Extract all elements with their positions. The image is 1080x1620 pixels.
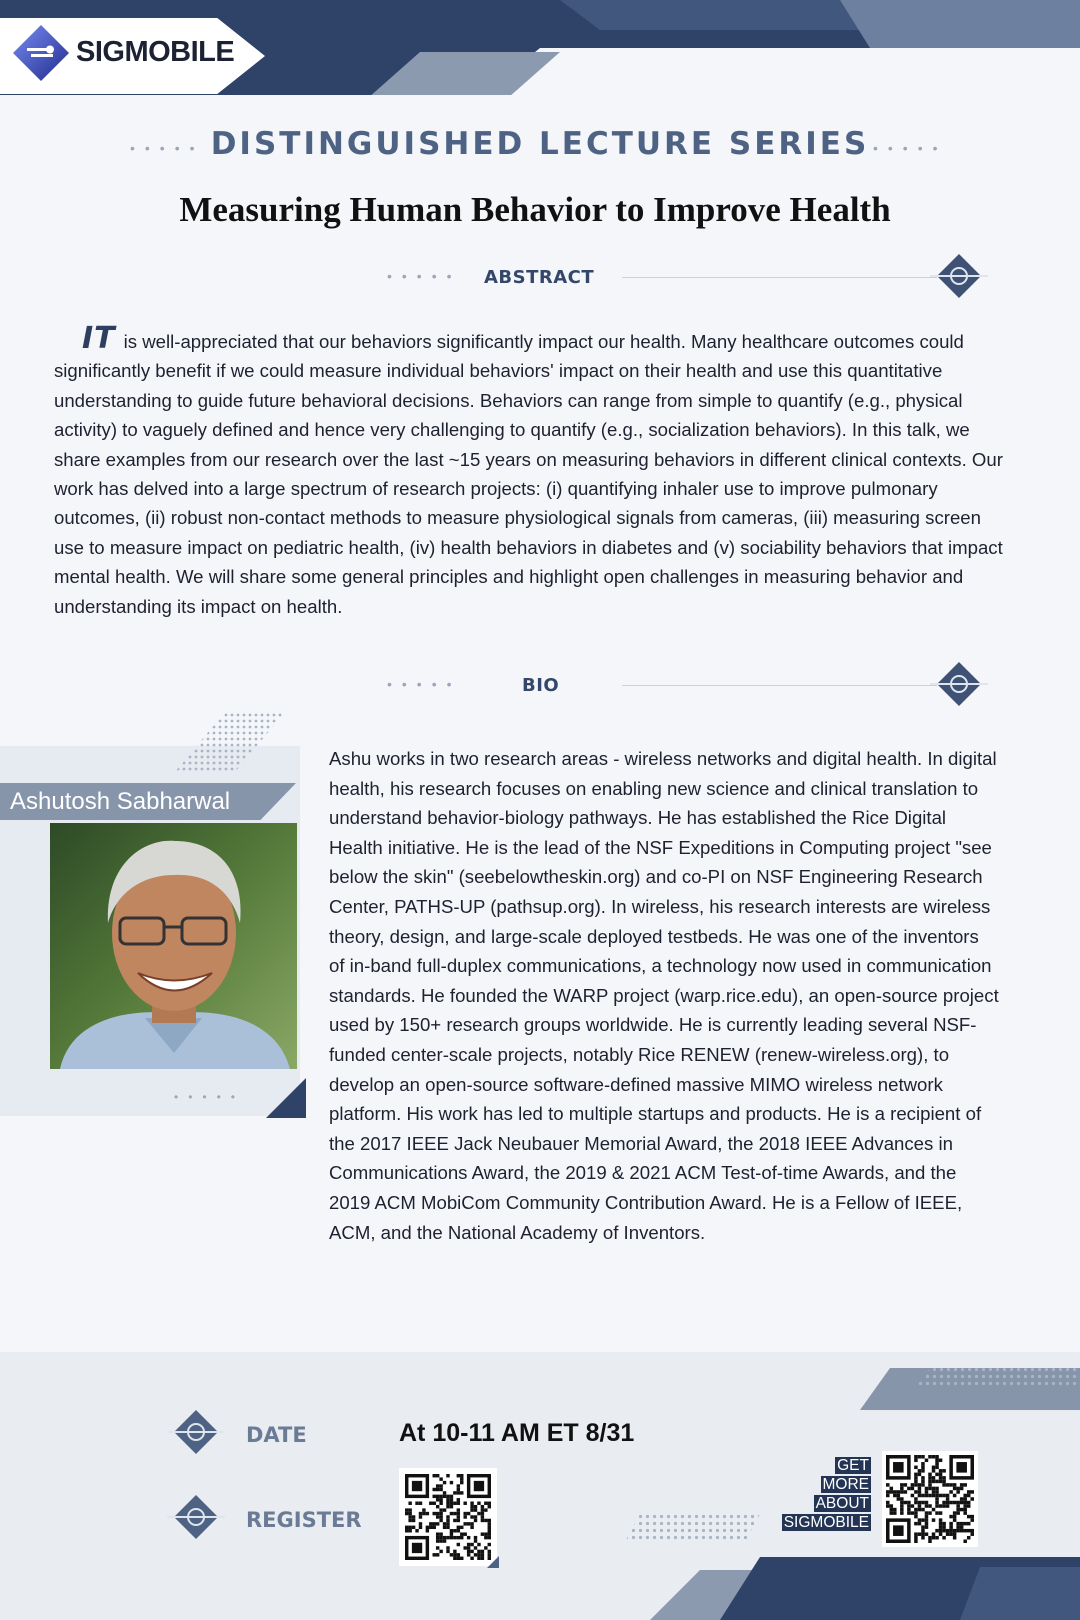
speaker-dots: ••••• bbox=[174, 1090, 246, 1104]
abstract-rule bbox=[622, 277, 937, 278]
bio-dots: ••••• bbox=[387, 676, 462, 692]
bio-heading: BIO bbox=[522, 675, 560, 696]
logo-text: SIGMOBILE bbox=[76, 36, 235, 68]
bio-rule bbox=[622, 685, 937, 686]
sigmobile-logo-icon bbox=[12, 24, 70, 82]
corner-triangle-decoration bbox=[487, 1556, 499, 1568]
date-label: DATE bbox=[246, 1423, 307, 1447]
abstract-dots: ••••• bbox=[387, 268, 462, 284]
series-title: DISTINGUISHED LECTURE SERIES bbox=[210, 126, 870, 162]
get-more-line: ABOUT bbox=[815, 1495, 869, 1512]
diamond-target-icon bbox=[930, 662, 988, 706]
qr-code-icon bbox=[405, 1474, 491, 1560]
talk-title: Measuring Human Behavior to Improve Health bbox=[179, 190, 891, 229]
dot-grid-decoration bbox=[175, 712, 285, 772]
abstract-text bbox=[54, 321, 1014, 621]
date-value: At 10-11 AM ET 8/31 bbox=[399, 1419, 635, 1447]
bio-text: Ashu works in two research areas - wireless networks and digital health. In digital health, his research focuses on enabling new science and clinical translation to understand behavior-biology pathways. He has established the Rice Digital Health initiative. He is the lead of the NSF Expeditions in Computing project "see below the skin" (seebelowtheskin.org) and co-PI on NSF Engineering Research Center, PATHS-UP (pathsup.org). In wireless, his research interests are wireless theory, design, and large-scale deployed testbeds. He was one of the inventors of in-band full-duplex communications, a technology now used in communication standards. He founded the WARP project (warp.rice.edu), an open-source project used by 150+ research groups worldwide. He is currently leading several NSF-funded center-scale projects, notably Rice RENEW (renew-wireless.org), to develop an open-source software-defined massive MIMO wireless network platform. His work has led to multiple startups and products. He is a recipient of the 2017 IEEE Jack Neubauer Memorial Award, the 2018 IEEE Advances in Communications Award, the 2019 & 2021 ACM Test-of-time Awards, and the 2019 ACM MobiCom Community Contribution Award. He is a Fellow of IEEE, ACM, and the National Academy of Inventors. bbox=[329, 748, 999, 1243]
qr-code-icon bbox=[886, 1455, 974, 1543]
sigmobile-qr-code[interactable] bbox=[882, 1451, 978, 1547]
series-dots-left: ••••• bbox=[130, 140, 205, 156]
series-dots-right: ••••• bbox=[873, 140, 948, 156]
get-more-about-sigmobile bbox=[777, 1456, 871, 1532]
get-more-line: SIGMOBILE bbox=[783, 1514, 869, 1531]
diamond-target-icon bbox=[167, 1495, 225, 1539]
register-qr-code[interactable] bbox=[399, 1468, 497, 1566]
register-label: REGISTER bbox=[246, 1508, 362, 1532]
get-more-line: GET bbox=[837, 1457, 869, 1474]
diamond-target-icon bbox=[167, 1410, 225, 1454]
speaker-photo bbox=[50, 823, 297, 1069]
speaker-name: Ashutosh Sabharwal bbox=[10, 788, 231, 815]
corner-triangle-decoration bbox=[266, 1078, 306, 1118]
get-more-line: MORE bbox=[822, 1476, 869, 1493]
abstract-dropcap: IT bbox=[82, 321, 116, 356]
diamond-target-icon bbox=[930, 254, 988, 298]
abstract-heading: ABSTRACT bbox=[484, 267, 595, 288]
abstract-body: is well-appreciated that our behaviors significantly impact our health. Many healthcare outcomes could significantly benefit if we could measure individual behaviors' impact on their health and use this quantitative understanding to guide future behavioral decisions. Behaviors can range from simple to quantify (e.g., physical activity) to vaguely defined and hence very challenging to quantify (e.g., socialization behaviors). In this talk, we share examples from our research over the last ~15 years on measuring behaviors in different clinical contexts. Our work has delved into a large spectrum of research projects: (i) quantifying inhaler use to improve pulmonary outcomes, (ii) robust non-contact methods to measure physiological signals from cameras, (iii) measuring screen use to measure impact on pediatric health, (iv) health behaviors in diabetes and (v) sociability behaviors that impact mental health. We will share some general principles and highlight open challenges in measuring behavior and understanding its impact on health. bbox=[54, 331, 1003, 617]
